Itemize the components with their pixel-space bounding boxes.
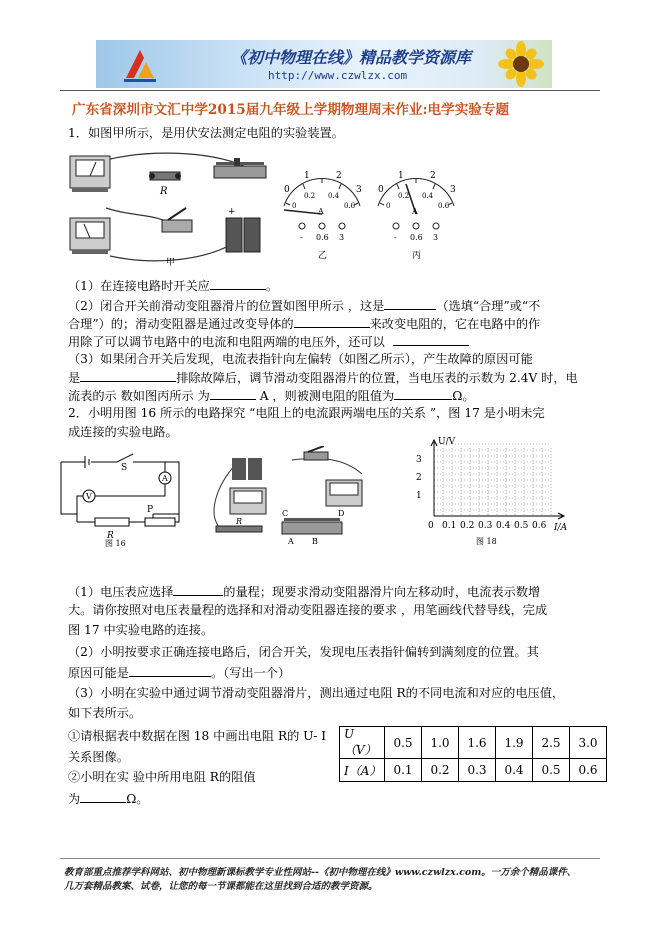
svg-text:B: B: [312, 537, 318, 546]
figure-yi-ammeter: [278, 170, 366, 260]
data-table: [339, 726, 607, 782]
q2-part2-line2: 原因可能是 。（写出一个）: [68, 666, 291, 680]
q2-sub2-line1: ②小明在实 验中所用电阻 R的阻值: [68, 770, 256, 784]
voltmeter-icon: [70, 156, 110, 192]
battery-icon: [232, 458, 262, 480]
svg-text:3: 3: [450, 185, 456, 195]
svg-text:V: V: [86, 492, 92, 501]
svg-text:3: 3: [356, 185, 362, 195]
q1-part2-line1: （2）闭合开关前滑动变阻器滑片的位置如图甲所示 ，这是 （选填“合理”或“不: [68, 299, 541, 313]
answer-blank[interactable]: [173, 583, 223, 596]
ytick-2: 2: [416, 473, 422, 483]
svg-text:C: C: [282, 509, 289, 518]
svg-text:-: -: [300, 233, 303, 242]
svg-text:0: 0: [386, 202, 391, 210]
q2-stem-line1: 2．小明用图 16 所示的电路探究 “电阻上的电流跟两端电压的关系 ”，图 17 是小明未完: [68, 406, 545, 420]
svg-text:0: 0: [284, 185, 290, 195]
svg-text:2: 2: [336, 171, 342, 181]
svg-text:0.6: 0.6: [344, 202, 356, 210]
svg-text:A: A: [412, 207, 418, 216]
answer-blank[interactable]: [210, 277, 266, 290]
fig-bing-caption: 丙: [412, 251, 422, 260]
answer-blank[interactable]: [294, 315, 370, 328]
footer-line2: 几万套精品教案、试卷，让您的每一节课都能在这里找到合适的教学资源。: [64, 881, 378, 892]
row-label-u: U（V）: [340, 727, 385, 759]
svg-text:3: 3: [339, 233, 345, 242]
document-title: 广东省深圳市文汇中学2015届九年级上学期物理周末作业:电学实验专题: [72, 102, 510, 118]
q2-part1-line3: 图 17 中实验电路的连接。: [68, 623, 214, 637]
svg-text:0.4: 0.4: [422, 192, 434, 200]
battery-icon: [226, 207, 260, 252]
y-axis-label: U/V: [438, 437, 456, 447]
q2-part1-line1: （1）电压表应选择 的量程；现要求滑动变阻器滑片向左移动时，电流表示数增: [68, 585, 541, 599]
q1-part3-line3: 流表的示 数如图丙所示 为 A ，则被测电阻的阻值为 Ω。: [68, 389, 475, 403]
fig18-caption: 图 18: [476, 537, 497, 546]
q2-part2-line1: （2）小明按要求正确连接电路后，闭合开关，发现电压表指针偏转到满刻度的位置。其: [68, 645, 539, 659]
xtick-1: 0.1: [442, 521, 457, 531]
table-row: I（A） 0.1 0.2 0.3 0.4 0.5 0.6: [340, 759, 607, 782]
figure-jia-apparatus: [66, 148, 280, 268]
svg-text:2: 2: [430, 171, 436, 181]
xtick-5: 0.5: [514, 521, 529, 531]
q2-part1-line2: 大。请你按照对电压表量程的选择和对滑动变阻器连接的要求 ，用笔画线代替导线，完成: [68, 603, 548, 617]
ammeter-icon: [326, 480, 362, 506]
svg-text:0.6: 0.6: [316, 233, 329, 242]
q2-sub1-line1: ①请根据表中数据在图 18 中画出电阻 R的 U- I: [68, 729, 327, 743]
q2-part3-line1: （3）小明在实验中通过调节滑动变阻器滑片，测出通过电阻 R的不同电流和对应的电压值，: [68, 686, 565, 700]
q1-stem: 1．如图甲所示，是用伏安法测定电阻的实验装置。: [68, 126, 344, 140]
q1-part3-line2: 是 排除故障后，调节滑动变阻器滑片的位置，当电压表的示数为 2.4V 时，电: [68, 371, 578, 385]
ytick-1: 1: [416, 491, 422, 501]
resistor-icon: [216, 526, 262, 532]
q1-part1: （1）在连接电路时开关应 。: [68, 279, 279, 293]
rheostat-icon: [282, 518, 342, 534]
switch-icon: [162, 208, 192, 232]
svg-text:R: R: [236, 517, 243, 526]
row-label-i: I（A）: [340, 759, 385, 782]
q1-part2-line3: 用除了可以调节电路中的电流和电阻两端的电压外，还可以: [68, 333, 469, 350]
svg-text:0: 0: [378, 185, 384, 195]
resistor-icon: [149, 172, 181, 180]
header-banner: [96, 40, 552, 88]
figure-16-circuit: [55, 450, 185, 550]
svg-text:1: 1: [398, 171, 404, 181]
svg-text:A: A: [162, 474, 168, 483]
table-row: U（V） 0.5 1.0 1.6 1.9 2.5 3.0: [340, 727, 607, 759]
svg-text:0: 0: [292, 202, 297, 210]
site-logo-icon: [120, 44, 160, 84]
answer-blank[interactable]: [129, 664, 211, 677]
svg-text:+: +: [228, 207, 236, 217]
svg-text:R: R: [107, 531, 114, 541]
svg-text:0.4: 0.4: [328, 192, 340, 200]
xtick-0: 0: [428, 521, 434, 531]
svg-text:S: S: [121, 463, 128, 473]
voltmeter-icon: [230, 488, 266, 514]
figure-bing-ammeter: [372, 170, 462, 260]
answer-blank[interactable]: [394, 387, 452, 400]
answer-blank[interactable]: [80, 369, 176, 382]
banner-url: http://www.czwlzx.com: [268, 69, 408, 82]
fig-yi-caption: 乙: [318, 251, 328, 260]
q1-part2-line2: 合理”）的；滑动变阻器是通过改变导体的 来改变电阻的，它在电路中的作: [68, 317, 541, 331]
svg-text:A: A: [318, 207, 324, 216]
fig16-caption: 图 16: [105, 539, 126, 548]
answer-blank[interactable]: [210, 387, 256, 400]
svg-text:1: 1: [304, 171, 310, 181]
banner-title: 《初中物理在线》精品教学资源库: [231, 48, 472, 67]
q2-sub1-line2: 关系图像。: [68, 750, 129, 764]
ytick-3: 3: [416, 455, 422, 465]
svg-text:0.2: 0.2: [398, 192, 410, 200]
answer-blank[interactable]: [384, 297, 436, 310]
fig-jia-label-r: R: [160, 186, 168, 197]
xtick-4: 0.4: [496, 521, 511, 531]
xtick-6: 0.6: [532, 521, 547, 531]
ammeter-icon: [70, 218, 110, 254]
xtick-2: 0.2: [460, 521, 475, 531]
rheostat-icon: [214, 158, 266, 178]
q1-part3-line1: （3）如果闭合开关后发现，电流表指针向左偏转（如图乙所示），产生故障的原因可能: [68, 352, 533, 366]
header-rule: [60, 90, 600, 91]
svg-text:0.6: 0.6: [410, 233, 423, 242]
svg-text:0.6: 0.6: [438, 202, 450, 210]
figure-17-apparatus: [196, 446, 394, 550]
sunflower-icon: [491, 40, 552, 88]
switch-icon: [304, 446, 328, 460]
q2-stem-line2: 成连接的实验电路。: [68, 425, 178, 439]
svg-text:-: -: [394, 233, 397, 242]
xtick-3: 0.3: [478, 521, 493, 531]
answer-blank[interactable]: [393, 333, 469, 346]
needle-left: [284, 210, 322, 214]
q2-part3-line2: 如下表所示。: [68, 706, 142, 720]
footer-rule: [60, 858, 600, 859]
fig-jia-caption: 甲: [166, 258, 176, 268]
x-axis-label: I/A: [554, 523, 568, 533]
answer-blank[interactable]: [80, 790, 126, 803]
svg-text:P: P: [147, 505, 154, 515]
svg-text:D: D: [338, 509, 345, 518]
figure-18-grid: [404, 436, 576, 548]
footer-line1: 教育部重点推荐学科网站、初中物理新课标教学专业性网站--《初中物理在线》www.czwlzx.com。一万余个精品课件、: [64, 867, 577, 878]
svg-text:A: A: [288, 537, 294, 546]
svg-text:3: 3: [433, 233, 439, 242]
svg-text:0.2: 0.2: [304, 192, 316, 200]
q2-sub2-line2: 为 Ω。: [68, 792, 149, 806]
